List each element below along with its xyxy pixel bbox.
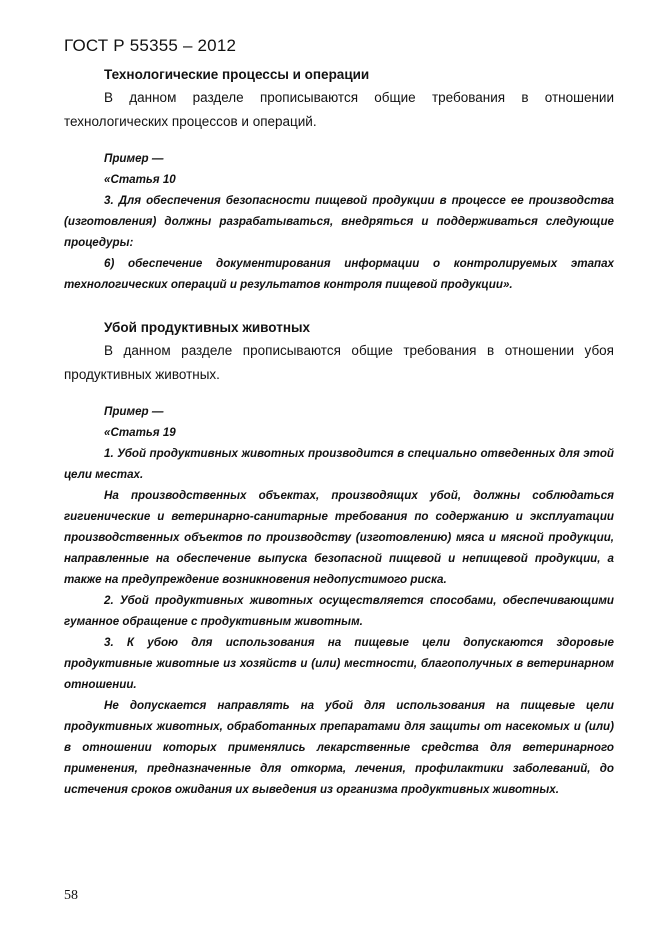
example-paragraph: На производственных объектах, производящих убой, должны соблюдаться гигиенические и ветеринарно-санитарные требования по содержанию и эксплуатации производственных объектов по производству (изготовлению) мяса и мясной продукции, направленные на обеспечение выпуска безопасной пищевой и непищевой продукции, а также на предупреждение возникновения недопустимого риска.	[64, 489, 614, 586]
section-heading: Убой продуктивных животных	[104, 320, 311, 335]
example-label: Пример —	[104, 152, 164, 165]
example-block	[64, 401, 614, 800]
example-label: Пример —	[104, 405, 164, 418]
example-paragraph: 3. К убою для использования на пищевые цели допускаются здоровые продуктивные животные из хозяйств и (или) местности, благополучных в ветеринарном отношении.	[64, 636, 614, 691]
example-paragraph: 6) обеспечение документирования информации о контролируемых этапах технологических операций и результатов контроля пищевой продукции».	[64, 257, 614, 291]
page-number: 58	[64, 888, 78, 903]
example-paragraph: 1. Убой продуктивных животных производится в специально отведенных для этой цели местах.	[64, 447, 614, 481]
document-header: ГОСТ Р 55355 – 2012	[64, 36, 237, 55]
article-title: «Статья 10	[104, 173, 176, 186]
example-paragraph: 3. Для обеспечения безопасности пищевой продукции в процессе ее производства (изготовления) должны разрабатываться, внедряться и поддерживаться следующие процедуры:	[64, 194, 614, 249]
section-body: В данном разделе прописываются общие требования в отношении технологических процессов и операций.	[64, 90, 614, 129]
article-title: «Статья 19	[104, 426, 176, 439]
example-block	[64, 148, 614, 295]
example-paragraph: 2. Убой продуктивных животных осуществляется способами, обеспечивающими гуманное обращение с продуктивным животным.	[64, 594, 614, 628]
example-paragraph: Не допускается направлять на убой для использования на пищевые цели продуктивных животных, обработанных препаратами для защиты от насекомых и (или) в отношении которых применялись лекарственные средства для ветеринарного применения, предназначенные для откорма, лечения, профилактики заболеваний, до истечения сроков ожидания их выведения из организма продуктивных животных.	[64, 699, 614, 796]
section-body: В данном разделе прописываются общие требования в отношении убоя продуктивных животных.	[64, 343, 614, 382]
section-technological-processes	[64, 65, 614, 295]
section-heading: Технологические процессы и операции	[104, 67, 370, 82]
section-slaughter	[64, 318, 614, 800]
